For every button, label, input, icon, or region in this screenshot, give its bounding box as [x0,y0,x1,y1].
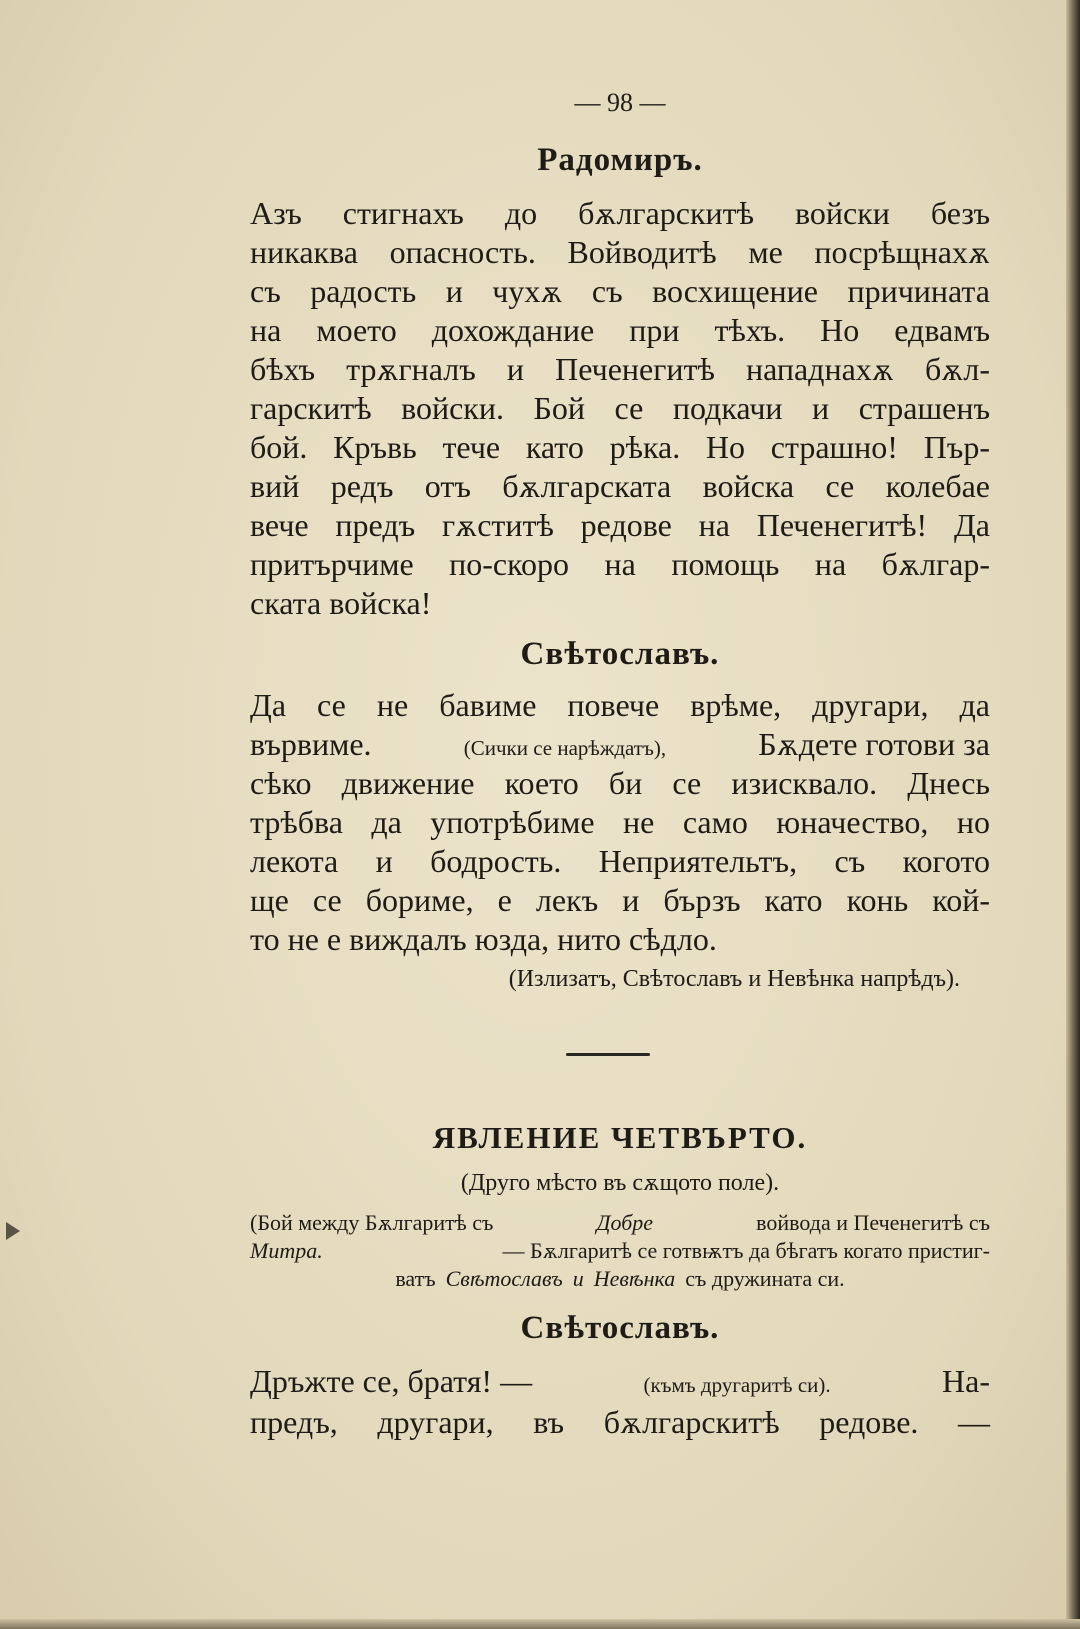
character-name: Свѣтославъ [445,1266,563,1291]
stage-fragment: съ дружината си. [685,1266,845,1291]
inline-stage-direction: (къмъ другаритѣ си). [643,1373,831,1397]
character-name: Невѣнка [593,1266,676,1291]
stage-direction-exit: (Излизатъ, Свѣтославъ и Невѣнка напрѣдъ). [508,966,960,992]
speech-line: ската войска! [250,585,432,621]
stage-line [250,1210,990,1236]
speech-fragment: Дръжте се, братя! — [250,1363,533,1399]
stage-fragment: войвода и Печенегитѣ съ [756,1210,990,1235]
speech-fragment: вървиме. [250,726,372,762]
speech-line: вече предъ гѫститѣ редове на Печенегитѣ! Да [250,507,990,543]
speech-line: на моето дохождание при тѣхъ. Но едвамъ [250,312,990,348]
speech-line [250,1362,990,1404]
stage-fragment: ватъ [395,1266,436,1291]
page-number: — 98 — [574,88,666,117]
speech-line [250,725,990,767]
page-bottom-edge [0,1619,1080,1629]
inline-stage-direction: (Сички се нарѣждатъ), [463,736,667,760]
stage-fragment: (Бой между Бѫлгаритѣ съ [250,1210,494,1235]
speech-line: никаква опасность. Войводитѣ ме посрѣщнахѫ [250,234,990,270]
speech-line: предъ, другари, въ бѫлгарскитѣ редове. — [250,1404,990,1440]
speech-line: сѣко движение което би се изисквало. Днесь [250,765,990,801]
speech-line: вий редъ отъ бѫлгарската войска се колебае [250,468,990,504]
margin-arrow-mark [6,1222,20,1240]
speaker-heading-svetoslav-2: Свѣтославъ. [520,1310,720,1346]
section-divider [566,1053,650,1056]
speech-line: лекота и бодрость. Неприятельтъ, съ когото [250,843,990,879]
speech-line: то не е виждалъ юзда, нито сѣдло. [250,921,717,957]
speech-line: бой. Кръвь тече като рѣка. Но страшно! Пър- [250,429,990,465]
speech-line: бѣхъ трѫгналъ и Печенегитѣ нападнахѫ бѫл- [250,351,990,387]
page-binding-edge [1066,0,1080,1629]
speech-line: Да се не бавиме повече врѣме, другари, да [250,687,990,723]
speaker-heading-svetoslav: Свѣтославъ. [520,636,720,672]
speech-line: притърчиме по-скоро на помощь на бѫлгар- [250,546,990,582]
stage-fragment: — Бѫлгаритѣ се готвѭтъ да бѣгатъ когато пристиг- [502,1238,990,1263]
act-place: (Друго мѣсто въ сѫщото поле). [460,1170,780,1196]
speech-line: съ радость и чухѫ съ восхищение причината [250,273,990,309]
speech-line: Азъ стигнахъ до бѫлгарскитѣ войски безъ [250,195,990,231]
character-name: Митра. [250,1238,323,1263]
stage-fragment: и [572,1266,584,1291]
speech-line: ще се бориме, е лекъ и бързъ като конь кой- [250,882,990,918]
character-name: Добре [596,1210,654,1235]
act-title: ЯВЛЕНИЕ ЧЕТВЪРТО. [432,1120,808,1155]
speech-fragment: Бѫдете готови за [758,726,990,762]
stage-line [250,1238,990,1264]
speaker-heading-radomir: Радомиръ. [537,142,703,178]
stage-line [310,1266,930,1292]
speech-fragment: На- [942,1363,990,1399]
speech-line: гарскитѣ войски. Бой се подкачи и страшенъ [250,390,990,426]
speech-line: трѣбва да употрѣбиме не само юначество, но [250,804,990,840]
